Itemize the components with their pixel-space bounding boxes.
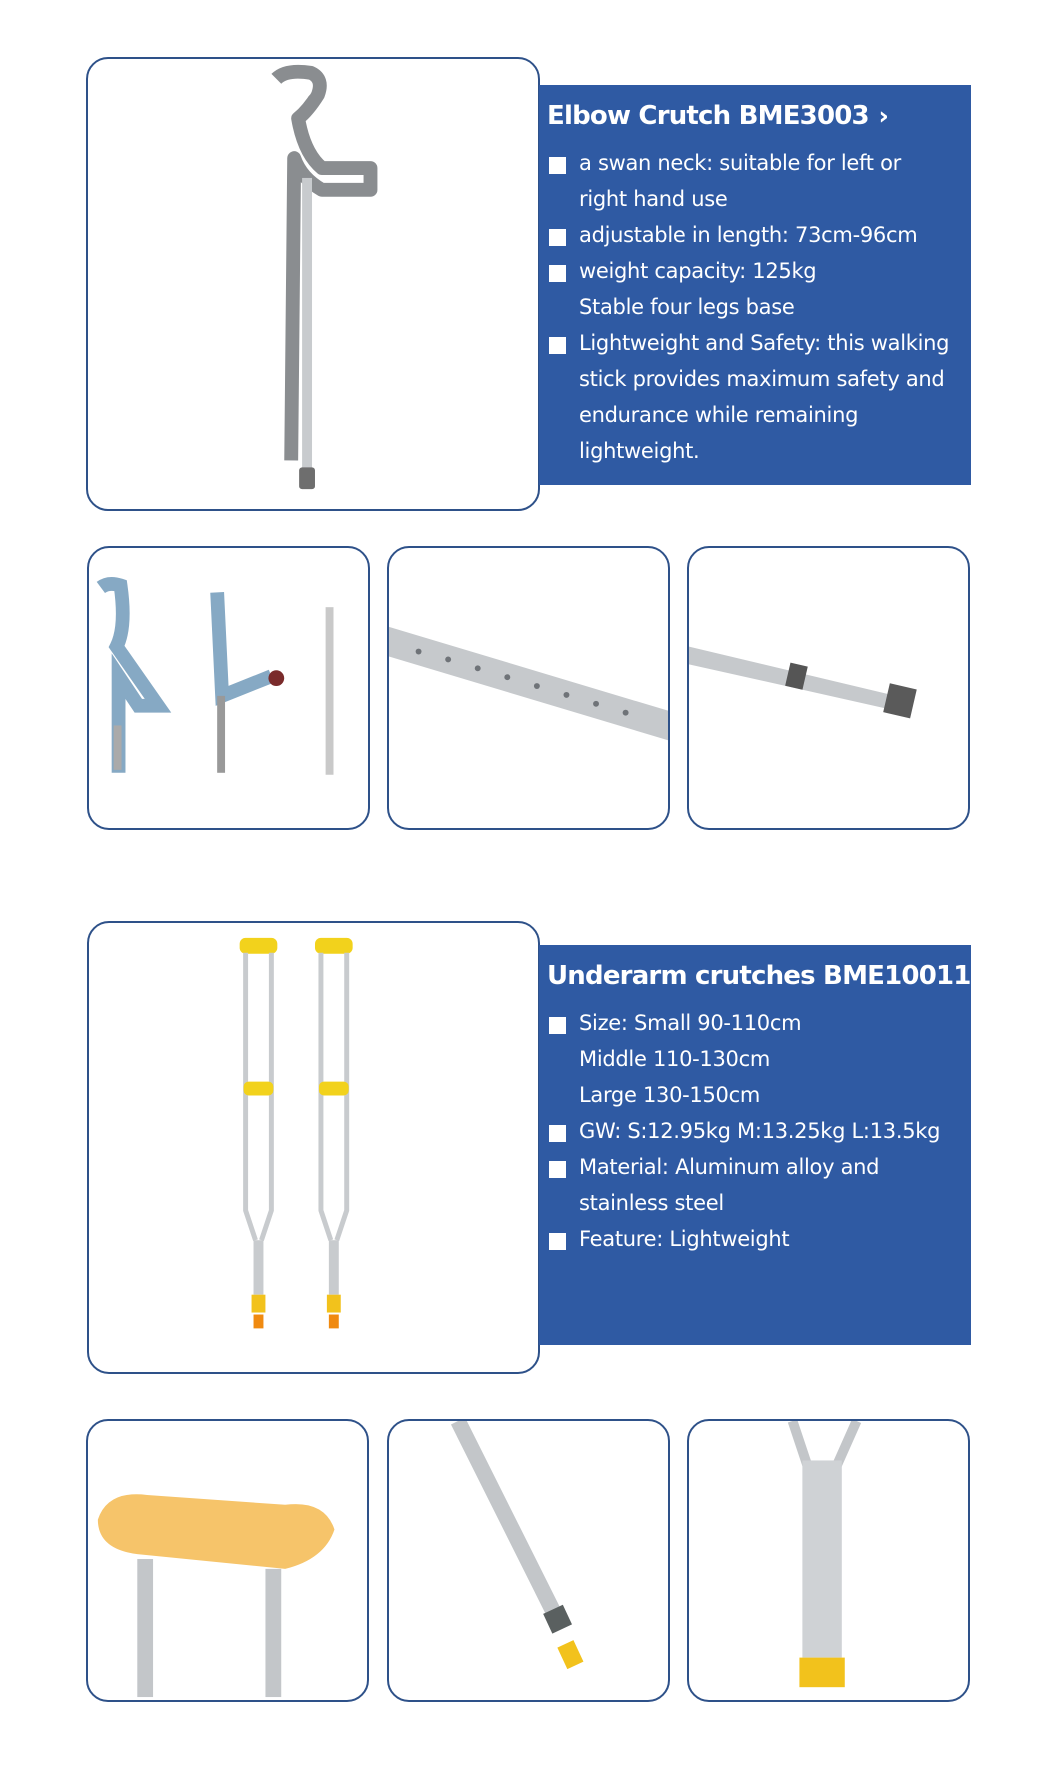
square-bullet-icon <box>549 229 566 246</box>
square-bullet-icon <box>549 265 566 282</box>
feature-line <box>547 145 963 181</box>
feature-line <box>547 1221 963 1257</box>
feature-line <box>547 433 963 469</box>
feature-text: Middle 110-130cm <box>579 1047 770 1071</box>
feature-text: stick provides maximum safety and <box>579 367 945 391</box>
feature-line <box>547 325 963 361</box>
underarm-crutch-main-image <box>87 921 540 1374</box>
feature-line <box>547 1005 963 1041</box>
thumbnail-tube-holes <box>387 546 670 830</box>
feature-text: right hand use <box>579 187 728 211</box>
feature-text: stainless steel <box>579 1191 724 1215</box>
feature-text: GW: S:12.95kg M:13.25kg L:13.5kg <box>579 1119 941 1143</box>
feature-line <box>547 1041 963 1077</box>
feature-text: Stable four legs base <box>579 295 795 319</box>
square-bullet-icon <box>549 1161 566 1178</box>
feature-line <box>547 181 963 217</box>
feature-text: Large 130-150cm <box>579 1083 761 1107</box>
thumbnail-underarm-pad <box>86 1419 369 1702</box>
square-bullet-icon <box>549 157 566 174</box>
feature-line <box>547 217 963 253</box>
product-title: Underarm crutches BME10011 <box>547 961 971 991</box>
feature-text: weight capacity: 125kg <box>579 259 817 283</box>
underarm-crutch-spec-panel <box>539 945 971 1345</box>
square-bullet-icon <box>549 1233 566 1250</box>
feature-text: Feature: Lightweight <box>579 1227 790 1251</box>
feature-line <box>547 1113 963 1149</box>
elbow-crutch-main-image <box>86 57 540 511</box>
feature-line <box>547 361 963 397</box>
feature-line <box>547 1185 963 1221</box>
feature-line <box>547 397 963 433</box>
feature-text: adjustable in length: 73cm-96cm <box>579 223 918 247</box>
elbow-crutch-spec-panel <box>539 85 971 485</box>
square-bullet-icon <box>549 1125 566 1142</box>
feature-line <box>547 253 963 289</box>
product-title: Elbow Crutch BME3003 <box>547 101 869 131</box>
feature-text: Size: Small 90-110cm <box>579 1011 802 1035</box>
square-bullet-icon <box>549 337 566 354</box>
feature-text: Material: Aluminum alloy and <box>579 1155 880 1179</box>
feature-text: a swan neck: suitable for left or <box>579 151 901 175</box>
feature-line <box>547 1077 963 1113</box>
thumbnail-adjustment-tube <box>687 1419 970 1702</box>
feature-text: Lightweight and Safety: this walking <box>579 331 950 355</box>
feature-text: endurance while remaining <box>579 403 859 427</box>
square-bullet-icon <box>549 1017 566 1034</box>
thumbnail-rubber-tip <box>687 546 970 830</box>
thumbnail-leg-extension <box>387 1419 670 1702</box>
feature-line <box>547 1149 963 1185</box>
thumbnail-handles <box>87 546 370 830</box>
feature-line <box>547 289 963 325</box>
feature-text: lightweight. <box>579 439 700 463</box>
